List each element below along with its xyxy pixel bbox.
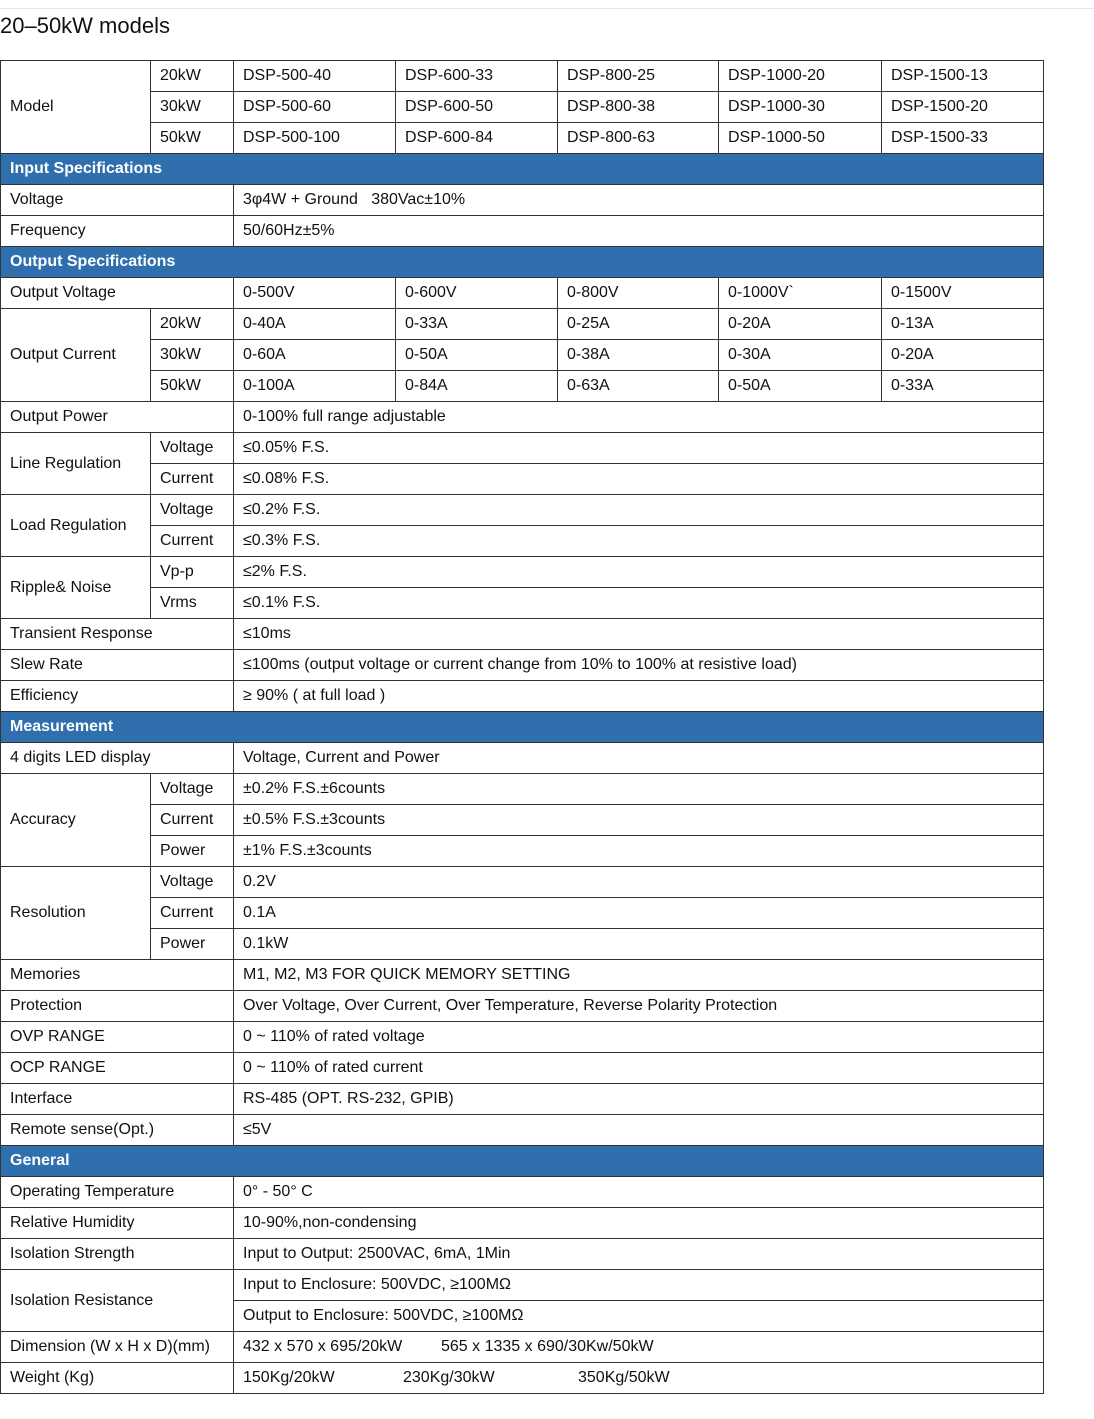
table-row [1, 1022, 1044, 1053]
row-label: 4 digits LED display [1, 743, 234, 774]
row-value: ±0.2% F.S.±6counts [234, 774, 1044, 805]
table-row [1, 216, 1044, 247]
table-row [1, 464, 1044, 495]
table-row [1, 743, 1044, 774]
current-cell: 0-84A [396, 371, 558, 402]
table-row [1, 619, 1044, 650]
table-row [1, 340, 1044, 371]
row-value: Output to Enclosure: 500VDC, ≥100MΩ [234, 1301, 1044, 1332]
model-cell: DSP-600-33 [396, 61, 558, 92]
table-row [1, 588, 1044, 619]
row-value: 3φ4W + Ground 380Vac±10% [234, 185, 1044, 216]
sub-label: Current [151, 526, 234, 557]
sub-label: Voltage [151, 867, 234, 898]
table-row [1, 278, 1044, 309]
row-label: Relative Humidity [1, 1208, 234, 1239]
page-title: 20–50kW models [0, 13, 170, 38]
model-cell: DSP-800-25 [558, 61, 719, 92]
weight-value: 150Kg/20kW [243, 1369, 335, 1386]
section-header: General [1, 1146, 1044, 1177]
row-value: 0 ~ 110% of rated current [234, 1053, 1044, 1084]
row-label: Accuracy [1, 774, 151, 867]
power-rating: 30kW [151, 92, 234, 123]
table-row [1, 309, 1044, 340]
current-cell: 0-50A [396, 340, 558, 371]
table-row [1, 495, 1044, 526]
current-cell: 0-20A [882, 340, 1044, 371]
model-cell: DSP-1000-20 [719, 61, 882, 92]
voltage-cell: 0-600V [396, 278, 558, 309]
table-row [1, 1115, 1044, 1146]
table-row [1, 92, 1044, 123]
row-value: 10-90%,non-condensing [234, 1208, 1044, 1239]
row-label: Protection [1, 991, 234, 1022]
row-label: Output Current [1, 309, 151, 402]
table-row [1, 1084, 1044, 1115]
table-row [1, 123, 1044, 154]
model-cell: DSP-500-60 [234, 92, 396, 123]
section-header: Output Specifications [1, 247, 1044, 278]
current-cell: 0-33A [882, 371, 1044, 402]
dimension-value: 432 x 570 x 695/20kW [243, 1338, 403, 1355]
row-label: Load Regulation [1, 495, 151, 557]
row-label: Frequency [1, 216, 234, 247]
current-cell: 0-63A [558, 371, 719, 402]
power-rating: 30kW [151, 340, 234, 371]
table-row [1, 650, 1044, 681]
row-value: 0.2V [234, 867, 1044, 898]
row-label: Resolution [1, 867, 151, 960]
voltage-cell: 0-500V [234, 278, 396, 309]
row-label: Ripple& Noise [1, 557, 151, 619]
row-value: ±0.5% F.S.±3counts [234, 805, 1044, 836]
model-cell: DSP-500-100 [234, 123, 396, 154]
row-value: ≤5V [234, 1115, 1044, 1146]
sub-label: Vrms [151, 588, 234, 619]
row-label: Output Power [1, 402, 234, 433]
row-value: ≤0.05% F.S. [234, 433, 1044, 464]
model-cell: DSP-600-84 [396, 123, 558, 154]
row-label: Line Regulation [1, 433, 151, 495]
table-row [1, 1332, 1044, 1363]
table-row [1, 929, 1044, 960]
model-cell: DSP-1500-13 [882, 61, 1044, 92]
current-cell: 0-13A [882, 309, 1044, 340]
table-row [1, 774, 1044, 805]
row-value: ≤0.1% F.S. [234, 588, 1044, 619]
row-value: 0 ~ 110% of rated voltage [234, 1022, 1044, 1053]
row-label: OVP RANGE [1, 1022, 234, 1053]
table-row [1, 1363, 1044, 1394]
model-cell: DSP-1500-33 [882, 123, 1044, 154]
row-value: Input to Output: 2500VAC, 6mA, 1Min [234, 1239, 1044, 1270]
row-label: Transient Response [1, 619, 234, 650]
sub-label: Power [151, 836, 234, 867]
section-header-row [1, 1146, 1044, 1177]
power-rating: 20kW [151, 61, 234, 92]
section-header: Measurement [1, 712, 1044, 743]
section-header-row [1, 247, 1044, 278]
row-label: Interface [1, 1084, 234, 1115]
row-label: Weight (Kg) [1, 1363, 234, 1394]
row-value: Over Voltage, Over Current, Over Temperature, Reverse Polarity Protection [234, 991, 1044, 1022]
table-row [1, 1239, 1044, 1270]
table-row [1, 1053, 1044, 1084]
row-value: 50/60Hz±5% [234, 216, 1044, 247]
table-row [1, 991, 1044, 1022]
current-cell: 0-100A [234, 371, 396, 402]
table-row [1, 805, 1044, 836]
row-value: M1, M2, M3 FOR QUICK MEMORY SETTING [234, 960, 1044, 991]
voltage-cell: 0-800V [558, 278, 719, 309]
row-label: Memories [1, 960, 234, 991]
table-row [1, 433, 1044, 464]
current-cell: 0-25A [558, 309, 719, 340]
power-rating: 50kW [151, 371, 234, 402]
sub-label: Current [151, 805, 234, 836]
table-row [1, 681, 1044, 712]
power-rating: 50kW [151, 123, 234, 154]
table-row [1, 1208, 1044, 1239]
sub-label: Current [151, 464, 234, 495]
sub-label: Current [151, 898, 234, 929]
table-row [1, 836, 1044, 867]
sub-label: Vp-p [151, 557, 234, 588]
row-value: ≤0.08% F.S. [234, 464, 1044, 495]
row-label: Remote sense(Opt.) [1, 1115, 234, 1146]
table-row [1, 1270, 1044, 1301]
sub-label: Voltage [151, 495, 234, 526]
current-cell: 0-40A [234, 309, 396, 340]
row-value: 0.1A [234, 898, 1044, 929]
row-value: ≤0.2% F.S. [234, 495, 1044, 526]
row-value: 0° - 50° C [234, 1177, 1044, 1208]
dimension-value: 565 x 1335 x 690/30Kw/50kW [441, 1338, 654, 1355]
row-value [234, 1363, 1044, 1394]
row-value: ≤10ms [234, 619, 1044, 650]
model-cell: DSP-1500-20 [882, 92, 1044, 123]
row-value: ≥ 90% ( at full load ) [234, 681, 1044, 712]
row-label: Efficiency [1, 681, 234, 712]
model-cell: DSP-800-38 [558, 92, 719, 123]
row-label: OCP RANGE [1, 1053, 234, 1084]
model-cell: DSP-1000-50 [719, 123, 882, 154]
current-cell: 0-20A [719, 309, 882, 340]
row-value: 0.1kW [234, 929, 1044, 960]
table-row [1, 557, 1044, 588]
row-value: ≤100ms (output voltage or current change from 10% to 100% at resistive load) [234, 650, 1044, 681]
table-row [1, 898, 1044, 929]
section-header: Input Specifications [1, 154, 1044, 185]
power-rating: 20kW [151, 309, 234, 340]
voltage-cell: 0-1500V [882, 278, 1044, 309]
sub-label: Power [151, 929, 234, 960]
row-value: ≤0.3% F.S. [234, 526, 1044, 557]
model-cell: DSP-600-50 [396, 92, 558, 123]
table-row [1, 1177, 1044, 1208]
model-cell: DSP-500-40 [234, 61, 396, 92]
row-value: 0-100% full range adjustable [234, 402, 1044, 433]
row-label: Operating Temperature [1, 1177, 234, 1208]
weight-value: 230Kg/30kW [403, 1369, 495, 1386]
row-label: Isolation Strength [1, 1239, 234, 1270]
voltage-cell: 0-1000V` [719, 278, 882, 309]
row-label: Model [1, 61, 151, 154]
row-label: Dimension (W x H x D)(mm) [1, 1332, 234, 1363]
spec-table [0, 60, 1044, 1394]
top-divider [0, 8, 1094, 9]
current-cell: 0-50A [719, 371, 882, 402]
row-value: ≤2% F.S. [234, 557, 1044, 588]
table-row [1, 960, 1044, 991]
table-row [1, 867, 1044, 898]
row-label: Slew Rate [1, 650, 234, 681]
row-value: Input to Enclosure: 500VDC, ≥100MΩ [234, 1270, 1044, 1301]
sub-label: Voltage [151, 433, 234, 464]
weight-value: 350Kg/50kW [578, 1369, 670, 1386]
row-value [234, 1332, 1044, 1363]
sub-label: Voltage [151, 774, 234, 805]
row-label: Output Voltage [1, 278, 234, 309]
current-cell: 0-38A [558, 340, 719, 371]
row-label: Isolation Resistance [1, 1270, 234, 1332]
current-cell: 0-30A [719, 340, 882, 371]
table-row [1, 371, 1044, 402]
table-row [1, 61, 1044, 92]
section-header-row [1, 712, 1044, 743]
row-label: Voltage [1, 185, 234, 216]
section-header-row [1, 154, 1044, 185]
table-row [1, 526, 1044, 557]
table-row [1, 185, 1044, 216]
row-value: ±1% F.S.±3counts [234, 836, 1044, 867]
current-cell: 0-33A [396, 309, 558, 340]
row-value: RS-485 (OPT. RS-232, GPIB) [234, 1084, 1044, 1115]
model-cell: DSP-1000-30 [719, 92, 882, 123]
current-cell: 0-60A [234, 340, 396, 371]
table-row [1, 402, 1044, 433]
model-cell: DSP-800-63 [558, 123, 719, 154]
row-value: Voltage, Current and Power [234, 743, 1044, 774]
